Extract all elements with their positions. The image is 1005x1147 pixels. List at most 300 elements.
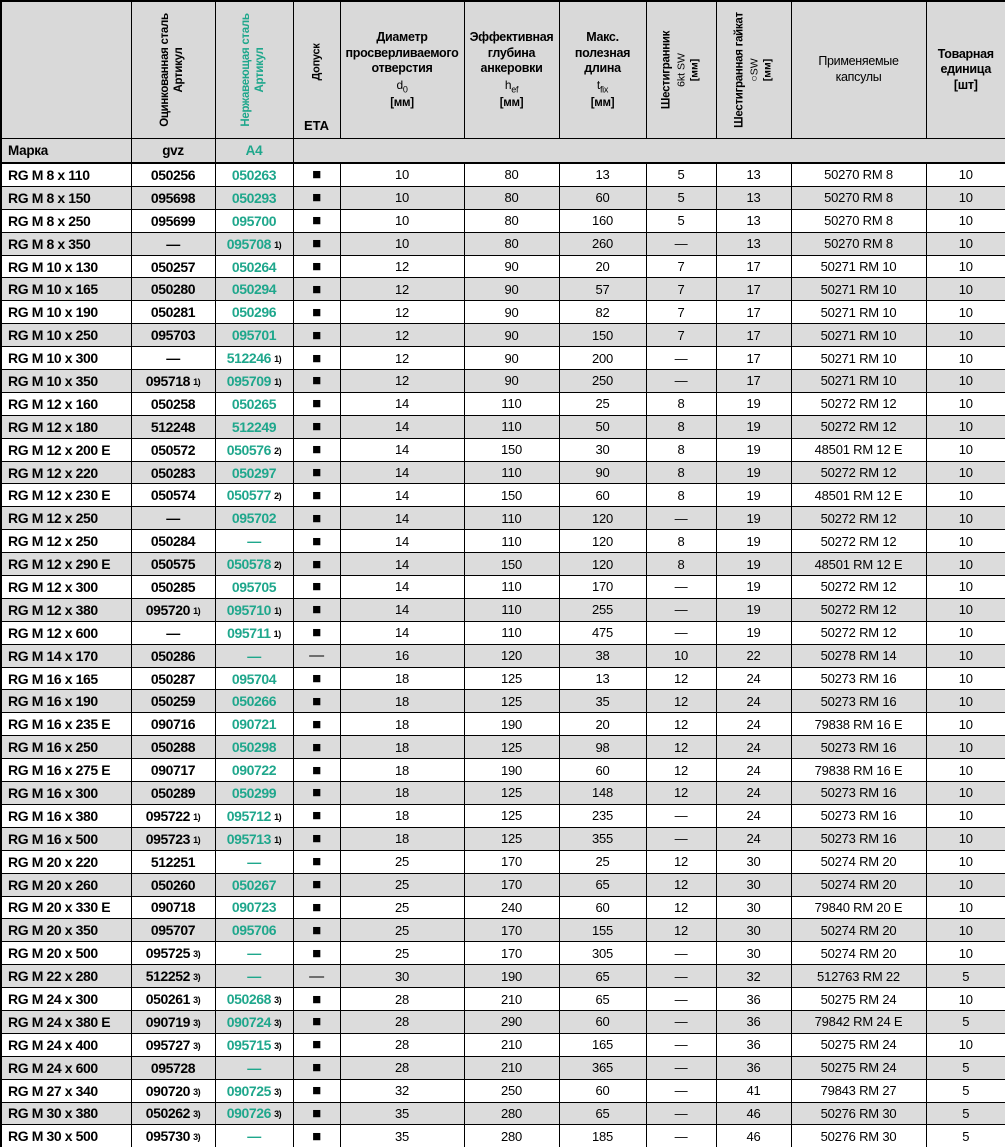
cell-gvz-article: 512252 3) bbox=[131, 965, 215, 988]
cell-trade-unit: 5 bbox=[926, 1056, 1005, 1079]
cell-gvz-article: 050575 bbox=[131, 553, 215, 576]
cell-a4-article: 090722 bbox=[215, 759, 293, 782]
cell-trade-unit: 10 bbox=[926, 873, 1005, 896]
table-row bbox=[1, 370, 1005, 393]
cell-anchoring-depth: 110 bbox=[464, 621, 559, 644]
approval-title: Допуск bbox=[309, 43, 322, 81]
cell-eta: ■ bbox=[293, 1033, 340, 1056]
cell-drill-diameter: 14 bbox=[340, 392, 464, 415]
cell-hex-sw: — bbox=[646, 942, 716, 965]
cell-a4-article: 095704 bbox=[215, 667, 293, 690]
cell-marka: RG M 10 x 165 bbox=[1, 278, 131, 301]
cell-eta: ■ bbox=[293, 942, 340, 965]
cell-drill-diameter: 14 bbox=[340, 461, 464, 484]
cell-eta: ■ bbox=[293, 850, 340, 873]
cell-marka: RG M 8 x 110 bbox=[1, 163, 131, 186]
cell-marka: RG M 16 x 250 bbox=[1, 736, 131, 759]
cell-trade-unit: 10 bbox=[926, 370, 1005, 393]
cell-a4-article: 050263 bbox=[215, 163, 293, 186]
cell-nut-sw: 24 bbox=[716, 667, 791, 690]
cell-nut-sw: 30 bbox=[716, 850, 791, 873]
cell-drill-diameter: 12 bbox=[340, 370, 464, 393]
cell-gvz-article: 050286 bbox=[131, 644, 215, 667]
cell-trade-unit: 10 bbox=[926, 324, 1005, 347]
cell-marka: RG M 16 x 190 bbox=[1, 690, 131, 713]
cell-hex-sw: 5 bbox=[646, 163, 716, 186]
cell-capsule: 50270 RM 8 bbox=[791, 209, 926, 232]
cell-a4-article: — bbox=[215, 644, 293, 667]
cell-nut-sw: 24 bbox=[716, 713, 791, 736]
cell-useful-length: 38 bbox=[559, 644, 646, 667]
cell-gvz-article: — bbox=[131, 232, 215, 255]
footnote-marker: 2) bbox=[274, 491, 282, 502]
cell-gvz-article: 095727 3) bbox=[131, 1033, 215, 1056]
cell-anchoring-depth: 150 bbox=[464, 438, 559, 461]
cell-anchoring-depth: 110 bbox=[464, 576, 559, 599]
cell-useful-length: 365 bbox=[559, 1056, 646, 1079]
cell-marka: RG M 20 x 350 bbox=[1, 919, 131, 942]
cell-a4-article: 090726 3) bbox=[215, 1102, 293, 1125]
cell-nut-sw: 19 bbox=[716, 530, 791, 553]
cell-a4-article: — bbox=[215, 850, 293, 873]
cell-hex-sw: 12 bbox=[646, 873, 716, 896]
cell-drill-diameter: 18 bbox=[340, 782, 464, 805]
cell-eta: ■ bbox=[293, 255, 340, 278]
table-row bbox=[1, 1010, 1005, 1033]
cell-capsule: 50271 RM 10 bbox=[791, 324, 926, 347]
footnote-marker: 1) bbox=[193, 811, 201, 822]
header-trade-unit bbox=[926, 1, 1005, 139]
table-row bbox=[1, 484, 1005, 507]
table-row bbox=[1, 1125, 1005, 1147]
footnote-marker: 1) bbox=[274, 811, 282, 822]
cell-trade-unit: 10 bbox=[926, 232, 1005, 255]
cell-trade-unit: 10 bbox=[926, 576, 1005, 599]
cell-anchoring-depth: 125 bbox=[464, 827, 559, 850]
cell-nut-sw: 17 bbox=[716, 255, 791, 278]
footnote-marker: 1) bbox=[273, 628, 281, 639]
cell-hex-sw: 8 bbox=[646, 415, 716, 438]
cell-hex-sw: 7 bbox=[646, 255, 716, 278]
cell-nut-sw: 36 bbox=[716, 1033, 791, 1056]
cell-marka: RG M 16 x 275 E bbox=[1, 759, 131, 782]
cell-drill-diameter: 18 bbox=[340, 667, 464, 690]
cell-trade-unit: 10 bbox=[926, 644, 1005, 667]
cell-hex-sw: — bbox=[646, 347, 716, 370]
cell-drill-diameter: 35 bbox=[340, 1102, 464, 1125]
header-useful-length bbox=[559, 1, 646, 139]
cell-marka: RG M 22 x 280 bbox=[1, 965, 131, 988]
cell-drill-diameter: 10 bbox=[340, 186, 464, 209]
cell-a4-article: 095702 bbox=[215, 507, 293, 530]
cell-gvz-article: 095707 bbox=[131, 919, 215, 942]
cell-hex-sw: — bbox=[646, 598, 716, 621]
cell-eta: ■ bbox=[293, 530, 340, 553]
cell-eta: ■ bbox=[293, 553, 340, 576]
cell-anchoring-depth: 80 bbox=[464, 186, 559, 209]
cell-eta: ■ bbox=[293, 484, 340, 507]
cell-a4-article: 050268 3) bbox=[215, 988, 293, 1011]
cell-nut-sw: 19 bbox=[716, 621, 791, 644]
cell-trade-unit: 10 bbox=[926, 186, 1005, 209]
header-eta-approval bbox=[293, 1, 340, 139]
table-row bbox=[1, 690, 1005, 713]
cell-a4-article: 050267 bbox=[215, 873, 293, 896]
cell-capsule: 50273 RM 16 bbox=[791, 804, 926, 827]
cell-capsule: 50275 RM 24 bbox=[791, 988, 926, 1011]
cell-anchoring-depth: 240 bbox=[464, 896, 559, 919]
cell-trade-unit: 10 bbox=[926, 347, 1005, 370]
table-row bbox=[1, 759, 1005, 782]
cell-marka: RG M 16 x 165 bbox=[1, 667, 131, 690]
cell-a4-article: 050264 bbox=[215, 255, 293, 278]
cell-nut-sw: 17 bbox=[716, 324, 791, 347]
cell-gvz-article: 095723 1) bbox=[131, 827, 215, 850]
cell-hex-sw: 12 bbox=[646, 896, 716, 919]
cell-hex-sw: — bbox=[646, 1010, 716, 1033]
cell-anchoring-depth: 110 bbox=[464, 461, 559, 484]
footnote-marker: 1) bbox=[274, 605, 282, 616]
footnote-marker: 3) bbox=[193, 995, 201, 1005]
cell-eta: ■ bbox=[293, 209, 340, 232]
cell-drill-diameter: 18 bbox=[340, 690, 464, 713]
cell-a4-article: 095711 1) bbox=[215, 621, 293, 644]
cell-useful-length: 120 bbox=[559, 553, 646, 576]
cell-hex-sw: 8 bbox=[646, 461, 716, 484]
table-row bbox=[1, 1079, 1005, 1102]
cell-drill-diameter: 14 bbox=[340, 484, 464, 507]
table-row bbox=[1, 850, 1005, 873]
cell-hex-sw: — bbox=[646, 1056, 716, 1079]
cell-useful-length: 25 bbox=[559, 392, 646, 415]
cell-hex-sw: 8 bbox=[646, 438, 716, 461]
cell-marka: RG M 27 x 340 bbox=[1, 1079, 131, 1102]
cell-anchoring-depth: 125 bbox=[464, 804, 559, 827]
cell-nut-sw: 19 bbox=[716, 438, 791, 461]
footnote-marker: 3) bbox=[193, 1086, 201, 1097]
cell-a4-article: — bbox=[215, 1125, 293, 1147]
cell-marka: RG M 16 x 300 bbox=[1, 782, 131, 805]
cell-trade-unit: 10 bbox=[926, 163, 1005, 186]
cell-drill-diameter: 25 bbox=[340, 942, 464, 965]
cell-useful-length: 13 bbox=[559, 163, 646, 186]
cell-nut-sw: 36 bbox=[716, 1056, 791, 1079]
cell-hex-sw: 12 bbox=[646, 919, 716, 942]
cell-useful-length: 65 bbox=[559, 1102, 646, 1125]
cell-gvz-article: 050257 bbox=[131, 255, 215, 278]
cell-useful-length: 255 bbox=[559, 598, 646, 621]
cell-a4-article: 090724 3) bbox=[215, 1010, 293, 1033]
footnote-marker: 1) bbox=[193, 605, 201, 616]
cell-drill-diameter: 25 bbox=[340, 919, 464, 942]
cell-hex-sw: 12 bbox=[646, 736, 716, 759]
cell-anchoring-depth: 190 bbox=[464, 965, 559, 988]
cell-eta: ■ bbox=[293, 392, 340, 415]
cell-useful-length: 150 bbox=[559, 324, 646, 347]
cell-gvz-article: 050283 bbox=[131, 461, 215, 484]
footnote-marker: 2) bbox=[274, 560, 282, 571]
cell-trade-unit: 10 bbox=[926, 1033, 1005, 1056]
cell-capsule: 50272 RM 12 bbox=[791, 415, 926, 438]
cell-trade-unit: 10 bbox=[926, 392, 1005, 415]
cell-gvz-article: 090720 3) bbox=[131, 1079, 215, 1102]
cell-drill-diameter: 28 bbox=[340, 1010, 464, 1033]
cell-drill-diameter: 18 bbox=[340, 759, 464, 782]
cell-nut-sw: 17 bbox=[716, 347, 791, 370]
cell-a4-article: 050297 bbox=[215, 461, 293, 484]
cell-gvz-article: 050284 bbox=[131, 530, 215, 553]
cell-capsule: 79838 RM 16 E bbox=[791, 713, 926, 736]
trade-unit-title: Товарная единица [шт] bbox=[937, 46, 994, 92]
cell-eta: ■ bbox=[293, 736, 340, 759]
cell-marka: RG M 12 x 200 E bbox=[1, 438, 131, 461]
table-row bbox=[1, 278, 1005, 301]
anchoring-depth-title: Эффективная глубина анкеровки $h_{ef}$ [мм] bbox=[469, 30, 554, 109]
footnote-marker: 1) bbox=[193, 376, 201, 387]
cell-hex-sw: 5 bbox=[646, 186, 716, 209]
cell-gvz-article: 095718 1) bbox=[131, 370, 215, 393]
cell-anchoring-depth: 90 bbox=[464, 347, 559, 370]
cell-useful-length: 475 bbox=[559, 621, 646, 644]
cell-eta: ■ bbox=[293, 347, 340, 370]
table-row bbox=[1, 919, 1005, 942]
cell-eta: ■ bbox=[293, 988, 340, 1011]
header-stainless-article bbox=[215, 1, 293, 139]
cell-hex-sw: — bbox=[646, 576, 716, 599]
cell-hex-sw: — bbox=[646, 1033, 716, 1056]
cell-useful-length: 98 bbox=[559, 736, 646, 759]
footnote-marker: 1) bbox=[274, 834, 282, 845]
cell-useful-length: 148 bbox=[559, 782, 646, 805]
cell-useful-length: 60 bbox=[559, 1010, 646, 1033]
cell-useful-length: 25 bbox=[559, 850, 646, 873]
cell-eta: ■ bbox=[293, 461, 340, 484]
cell-capsule: 512763 RM 22 bbox=[791, 965, 926, 988]
cell-eta: ■ bbox=[293, 1079, 340, 1102]
cell-eta: ■ bbox=[293, 438, 340, 461]
cell-drill-diameter: 12 bbox=[340, 347, 464, 370]
cell-useful-length: 200 bbox=[559, 347, 646, 370]
cell-drill-diameter: 12 bbox=[340, 324, 464, 347]
cell-useful-length: 260 bbox=[559, 232, 646, 255]
cell-marka: RG M 10 x 130 bbox=[1, 255, 131, 278]
footnote-marker: 3) bbox=[193, 1132, 201, 1143]
cell-nut-sw: 30 bbox=[716, 942, 791, 965]
cell-capsule: 50271 RM 10 bbox=[791, 347, 926, 370]
cell-capsule: 50272 RM 12 bbox=[791, 507, 926, 530]
cell-eta: ■ bbox=[293, 919, 340, 942]
cell-useful-length: 165 bbox=[559, 1033, 646, 1056]
cell-hex-sw: 8 bbox=[646, 484, 716, 507]
cell-eta: ■ bbox=[293, 598, 340, 621]
cell-trade-unit: 5 bbox=[926, 1102, 1005, 1125]
footnote-marker: 3) bbox=[193, 972, 201, 983]
cell-useful-length: 120 bbox=[559, 507, 646, 530]
cell-eta: ■ bbox=[293, 713, 340, 736]
cell-anchoring-depth: 170 bbox=[464, 873, 559, 896]
cell-useful-length: 60 bbox=[559, 896, 646, 919]
cell-gvz-article: 050285 bbox=[131, 576, 215, 599]
cell-drill-diameter: 10 bbox=[340, 209, 464, 232]
cell-hex-sw: — bbox=[646, 621, 716, 644]
cell-trade-unit: 10 bbox=[926, 530, 1005, 553]
cell-drill-diameter: 18 bbox=[340, 713, 464, 736]
cell-a4-article: 095705 bbox=[215, 576, 293, 599]
cell-useful-length: 60 bbox=[559, 484, 646, 507]
eta-label: ETA bbox=[303, 118, 330, 133]
cell-marka: RG M 16 x 235 E bbox=[1, 713, 131, 736]
cell-nut-sw: 32 bbox=[716, 965, 791, 988]
cell-trade-unit: 10 bbox=[926, 736, 1005, 759]
table-row bbox=[1, 301, 1005, 324]
cell-a4-article: 095713 1) bbox=[215, 827, 293, 850]
cell-hex-sw: — bbox=[646, 1102, 716, 1125]
cell-gvz-article: 050287 bbox=[131, 667, 215, 690]
cell-capsule: 50274 RM 20 bbox=[791, 942, 926, 965]
cell-nut-sw: 24 bbox=[716, 759, 791, 782]
cell-eta: ■ bbox=[293, 896, 340, 919]
cell-gvz-article: 050281 bbox=[131, 301, 215, 324]
cell-capsule: 50272 RM 12 bbox=[791, 392, 926, 415]
cell-trade-unit: 10 bbox=[926, 553, 1005, 576]
cell-capsule: 50272 RM 12 bbox=[791, 621, 926, 644]
cell-marka: RG M 8 x 150 bbox=[1, 186, 131, 209]
cell-trade-unit: 10 bbox=[926, 278, 1005, 301]
cell-capsule: 50274 RM 20 bbox=[791, 873, 926, 896]
cell-useful-length: 30 bbox=[559, 438, 646, 461]
cell-a4-article: 095706 bbox=[215, 919, 293, 942]
cell-hex-sw: 10 bbox=[646, 644, 716, 667]
cell-marka: RG M 20 x 260 bbox=[1, 873, 131, 896]
cell-anchoring-depth: 125 bbox=[464, 782, 559, 805]
cell-trade-unit: 10 bbox=[926, 507, 1005, 530]
cell-a4-article: 050266 bbox=[215, 690, 293, 713]
table-body bbox=[1, 163, 1005, 1147]
cell-hex-sw: 12 bbox=[646, 782, 716, 805]
galvanized-steel-title: Оцинкованная сталь Артикул bbox=[159, 13, 185, 127]
cell-anchoring-depth: 90 bbox=[464, 324, 559, 347]
cell-a4-article: — bbox=[215, 1056, 293, 1079]
stainless-steel-title: Нержавеющая сталь Артикул bbox=[240, 13, 266, 127]
cell-anchoring-depth: 125 bbox=[464, 736, 559, 759]
cell-drill-diameter: 25 bbox=[340, 873, 464, 896]
cell-hex-sw: 8 bbox=[646, 392, 716, 415]
table-row bbox=[1, 507, 1005, 530]
cell-trade-unit: 10 bbox=[926, 988, 1005, 1011]
cell-marka: RG M 20 x 500 bbox=[1, 942, 131, 965]
table-row bbox=[1, 553, 1005, 576]
cell-hex-sw: — bbox=[646, 965, 716, 988]
cell-useful-length: 170 bbox=[559, 576, 646, 599]
table-row bbox=[1, 438, 1005, 461]
cell-anchoring-depth: 170 bbox=[464, 919, 559, 942]
cell-a4-article: 512246 1) bbox=[215, 347, 293, 370]
cell-a4-article: 050296 bbox=[215, 301, 293, 324]
cell-a4-article: 090725 3) bbox=[215, 1079, 293, 1102]
cell-hex-sw: 8 bbox=[646, 530, 716, 553]
cell-nut-sw: 13 bbox=[716, 209, 791, 232]
cell-a4-article: — bbox=[215, 965, 293, 988]
table-row bbox=[1, 621, 1005, 644]
cell-capsule: 50273 RM 16 bbox=[791, 690, 926, 713]
header-brand-spacer bbox=[1, 1, 131, 139]
cell-drill-diameter: 14 bbox=[340, 415, 464, 438]
cell-capsule: 50274 RM 20 bbox=[791, 919, 926, 942]
cell-hex-sw: 7 bbox=[646, 324, 716, 347]
cell-marka: RG M 16 x 500 bbox=[1, 827, 131, 850]
cell-anchoring-depth: 110 bbox=[464, 415, 559, 438]
cell-a4-article: 090723 bbox=[215, 896, 293, 919]
cell-hex-sw: — bbox=[646, 232, 716, 255]
cell-gvz-article: 095725 3) bbox=[131, 942, 215, 965]
cell-useful-length: 60 bbox=[559, 186, 646, 209]
cell-useful-length: 20 bbox=[559, 255, 646, 278]
cell-gvz-article: 050262 3) bbox=[131, 1102, 215, 1125]
cell-drill-diameter: 35 bbox=[340, 1125, 464, 1147]
cell-drill-diameter: 30 bbox=[340, 965, 464, 988]
cell-trade-unit: 10 bbox=[926, 690, 1005, 713]
cell-marka: RG M 12 x 230 E bbox=[1, 484, 131, 507]
cell-anchoring-depth: 90 bbox=[464, 370, 559, 393]
cell-gvz-article: 095730 3) bbox=[131, 1125, 215, 1147]
footnote-marker: 1) bbox=[274, 239, 282, 250]
cell-capsule: 50273 RM 16 bbox=[791, 827, 926, 850]
header-galvanized-article bbox=[131, 1, 215, 139]
cell-eta: ■ bbox=[293, 1056, 340, 1079]
cell-marka: RG M 30 x 500 bbox=[1, 1125, 131, 1147]
table-row bbox=[1, 232, 1005, 255]
table-row bbox=[1, 988, 1005, 1011]
cell-useful-length: 20 bbox=[559, 713, 646, 736]
cell-drill-diameter: 12 bbox=[340, 278, 464, 301]
cell-eta: ■ bbox=[293, 827, 340, 850]
cell-trade-unit: 10 bbox=[926, 461, 1005, 484]
cell-gvz-article: — bbox=[131, 347, 215, 370]
footnote-marker: 2) bbox=[274, 445, 282, 456]
cell-trade-unit: 10 bbox=[926, 759, 1005, 782]
cell-drill-diameter: 12 bbox=[340, 301, 464, 324]
cell-anchoring-depth: 210 bbox=[464, 1033, 559, 1056]
cell-anchoring-depth: 280 bbox=[464, 1125, 559, 1147]
table-row bbox=[1, 1056, 1005, 1079]
cell-drill-diameter: 14 bbox=[340, 507, 464, 530]
cell-gvz-article: 050288 bbox=[131, 736, 215, 759]
cell-capsule: 50271 RM 10 bbox=[791, 255, 926, 278]
cell-gvz-article: 050259 bbox=[131, 690, 215, 713]
cell-a4-article: — bbox=[215, 530, 293, 553]
cell-capsule: 50276 RM 30 bbox=[791, 1125, 926, 1147]
cell-gvz-article: 050280 bbox=[131, 278, 215, 301]
table-row bbox=[1, 209, 1005, 232]
cell-useful-length: 60 bbox=[559, 1079, 646, 1102]
cell-nut-sw: 19 bbox=[716, 461, 791, 484]
cell-capsule: 50275 RM 24 bbox=[791, 1033, 926, 1056]
cell-nut-sw: 24 bbox=[716, 690, 791, 713]
cell-drill-diameter: 14 bbox=[340, 598, 464, 621]
header-capsules bbox=[791, 1, 926, 139]
cell-trade-unit: 10 bbox=[926, 209, 1005, 232]
cell-eta: ■ bbox=[293, 873, 340, 896]
cell-eta: ■ bbox=[293, 1010, 340, 1033]
cell-anchoring-depth: 110 bbox=[464, 507, 559, 530]
cell-eta: ■ bbox=[293, 278, 340, 301]
cell-anchoring-depth: 110 bbox=[464, 598, 559, 621]
cell-hex-sw: 12 bbox=[646, 759, 716, 782]
cell-eta: ■ bbox=[293, 163, 340, 186]
cell-marka: RG M 24 x 400 bbox=[1, 1033, 131, 1056]
cell-eta: ■ bbox=[293, 232, 340, 255]
cell-eta: ■ bbox=[293, 621, 340, 644]
